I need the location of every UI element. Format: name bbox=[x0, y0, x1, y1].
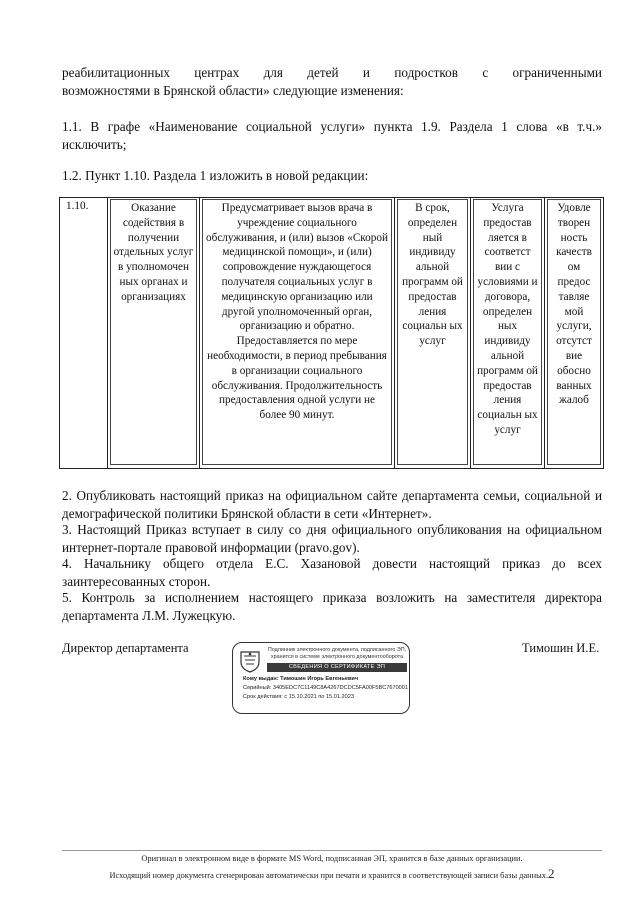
intro-line-2: возможностями в Брянской области» следующие изменения: bbox=[62, 83, 404, 98]
footer-note-2-text: Исходящий номер документа сгенерирован автоматически при печати и хранится в соответствующей записи базы данных. bbox=[109, 871, 549, 880]
item-1-1: 1.1. В графе «Наименование социальной услуги» пункта 1.9. Раздела 1 слова «в т.ч.» исключить; bbox=[62, 119, 602, 152]
signatory-name: Тимошин И.Е. bbox=[522, 641, 600, 655]
item-4: 4. Начальнику общего отдела Е.С. Хазановой довести настоящий приказ до всех заинтересованных сторон. bbox=[62, 556, 602, 589]
stamp-serial: Серийный: 3405EDC7C1149C8A4267DCDC5FA00F5BC7670001 bbox=[243, 685, 409, 691]
footer-note-2 bbox=[62, 866, 602, 882]
cell-number: 1.10. bbox=[60, 198, 108, 469]
intro-line-1: реабилитационных центрах для детей и подростков с ограниченными bbox=[62, 65, 602, 80]
stamp-issued-to: Кому выдан: Тимошин Игорь Евгеньевич bbox=[243, 676, 359, 682]
cell-quality: Удовле творен ность качеств ом предос тавляе мой услуги, отсутст вие обосно ванных жалоб bbox=[545, 198, 604, 469]
services-table bbox=[59, 197, 604, 469]
signatory-position: Директор департамента bbox=[62, 641, 189, 655]
page-number: 2 bbox=[548, 866, 555, 881]
table-row bbox=[60, 198, 604, 469]
cell-term: В срок, определен ный индивиду альной программ ой предостав ления социальн ых услуг bbox=[395, 198, 471, 469]
stamp-title: СВЕДЕНИЯ О СЕРТИФИКАТЕ ЭП bbox=[267, 663, 407, 672]
e-signature-stamp bbox=[232, 642, 410, 714]
cell-conditions: Услуга предостав ляется в соответст вии с условиями и договора, определен ных индивиду альной программ ой предостав ления социальн ых услуг bbox=[471, 198, 545, 469]
cell-description: Предусматривает вызов врача в учреждение социального обслуживания, и (или) вызов «Скорой медицинской помощи», и (или) сопровождение нуждающегося получателя социальных услуг в медицинскую организацию или другой уполномоченный орган, организацию и обратно. Предоставляется по мере необходимости, в период пребывания в организации социального обслуживания. Продолжительность предоставления одной услуги не более 90 минут. bbox=[200, 198, 395, 469]
cell-service-name: Оказание содействия в получении отдельных услуг в уполномочен ных органах и организациях bbox=[108, 198, 200, 469]
coat-of-arms-icon bbox=[239, 649, 261, 673]
footer-divider bbox=[62, 850, 602, 851]
item-3: 3. Настоящий Приказ вступает в силу со дня официального опубликования на официальном интернет-портале правовой информации (pravo.gov). bbox=[62, 522, 602, 555]
footer-note-1: Оригинал в электронном виде в формате MS Word, подписанная ЭП, хранится в базе данных организации. bbox=[141, 854, 523, 863]
stamp-header: Подлинник электронного документа, подписанного ЭП, хранится в системе электронного документооборота bbox=[267, 647, 407, 660]
stamp-validity: Срок действия: с 15.10.2021 по 15.01.2023 bbox=[243, 694, 354, 700]
item-2: 2. Опубликовать настоящий приказ на официальном сайте департамента семьи, социальной и демографической политики Брянской области в сети «Интернет». bbox=[62, 488, 602, 521]
item-5: 5. Контроль за исполнением настоящего приказа возложить на заместителя директора департамента Л.М. Лужецкую. bbox=[62, 590, 602, 623]
item-1-2: 1.2. Пункт 1.10. Раздела 1 изложить в новой редакции: bbox=[62, 168, 369, 183]
